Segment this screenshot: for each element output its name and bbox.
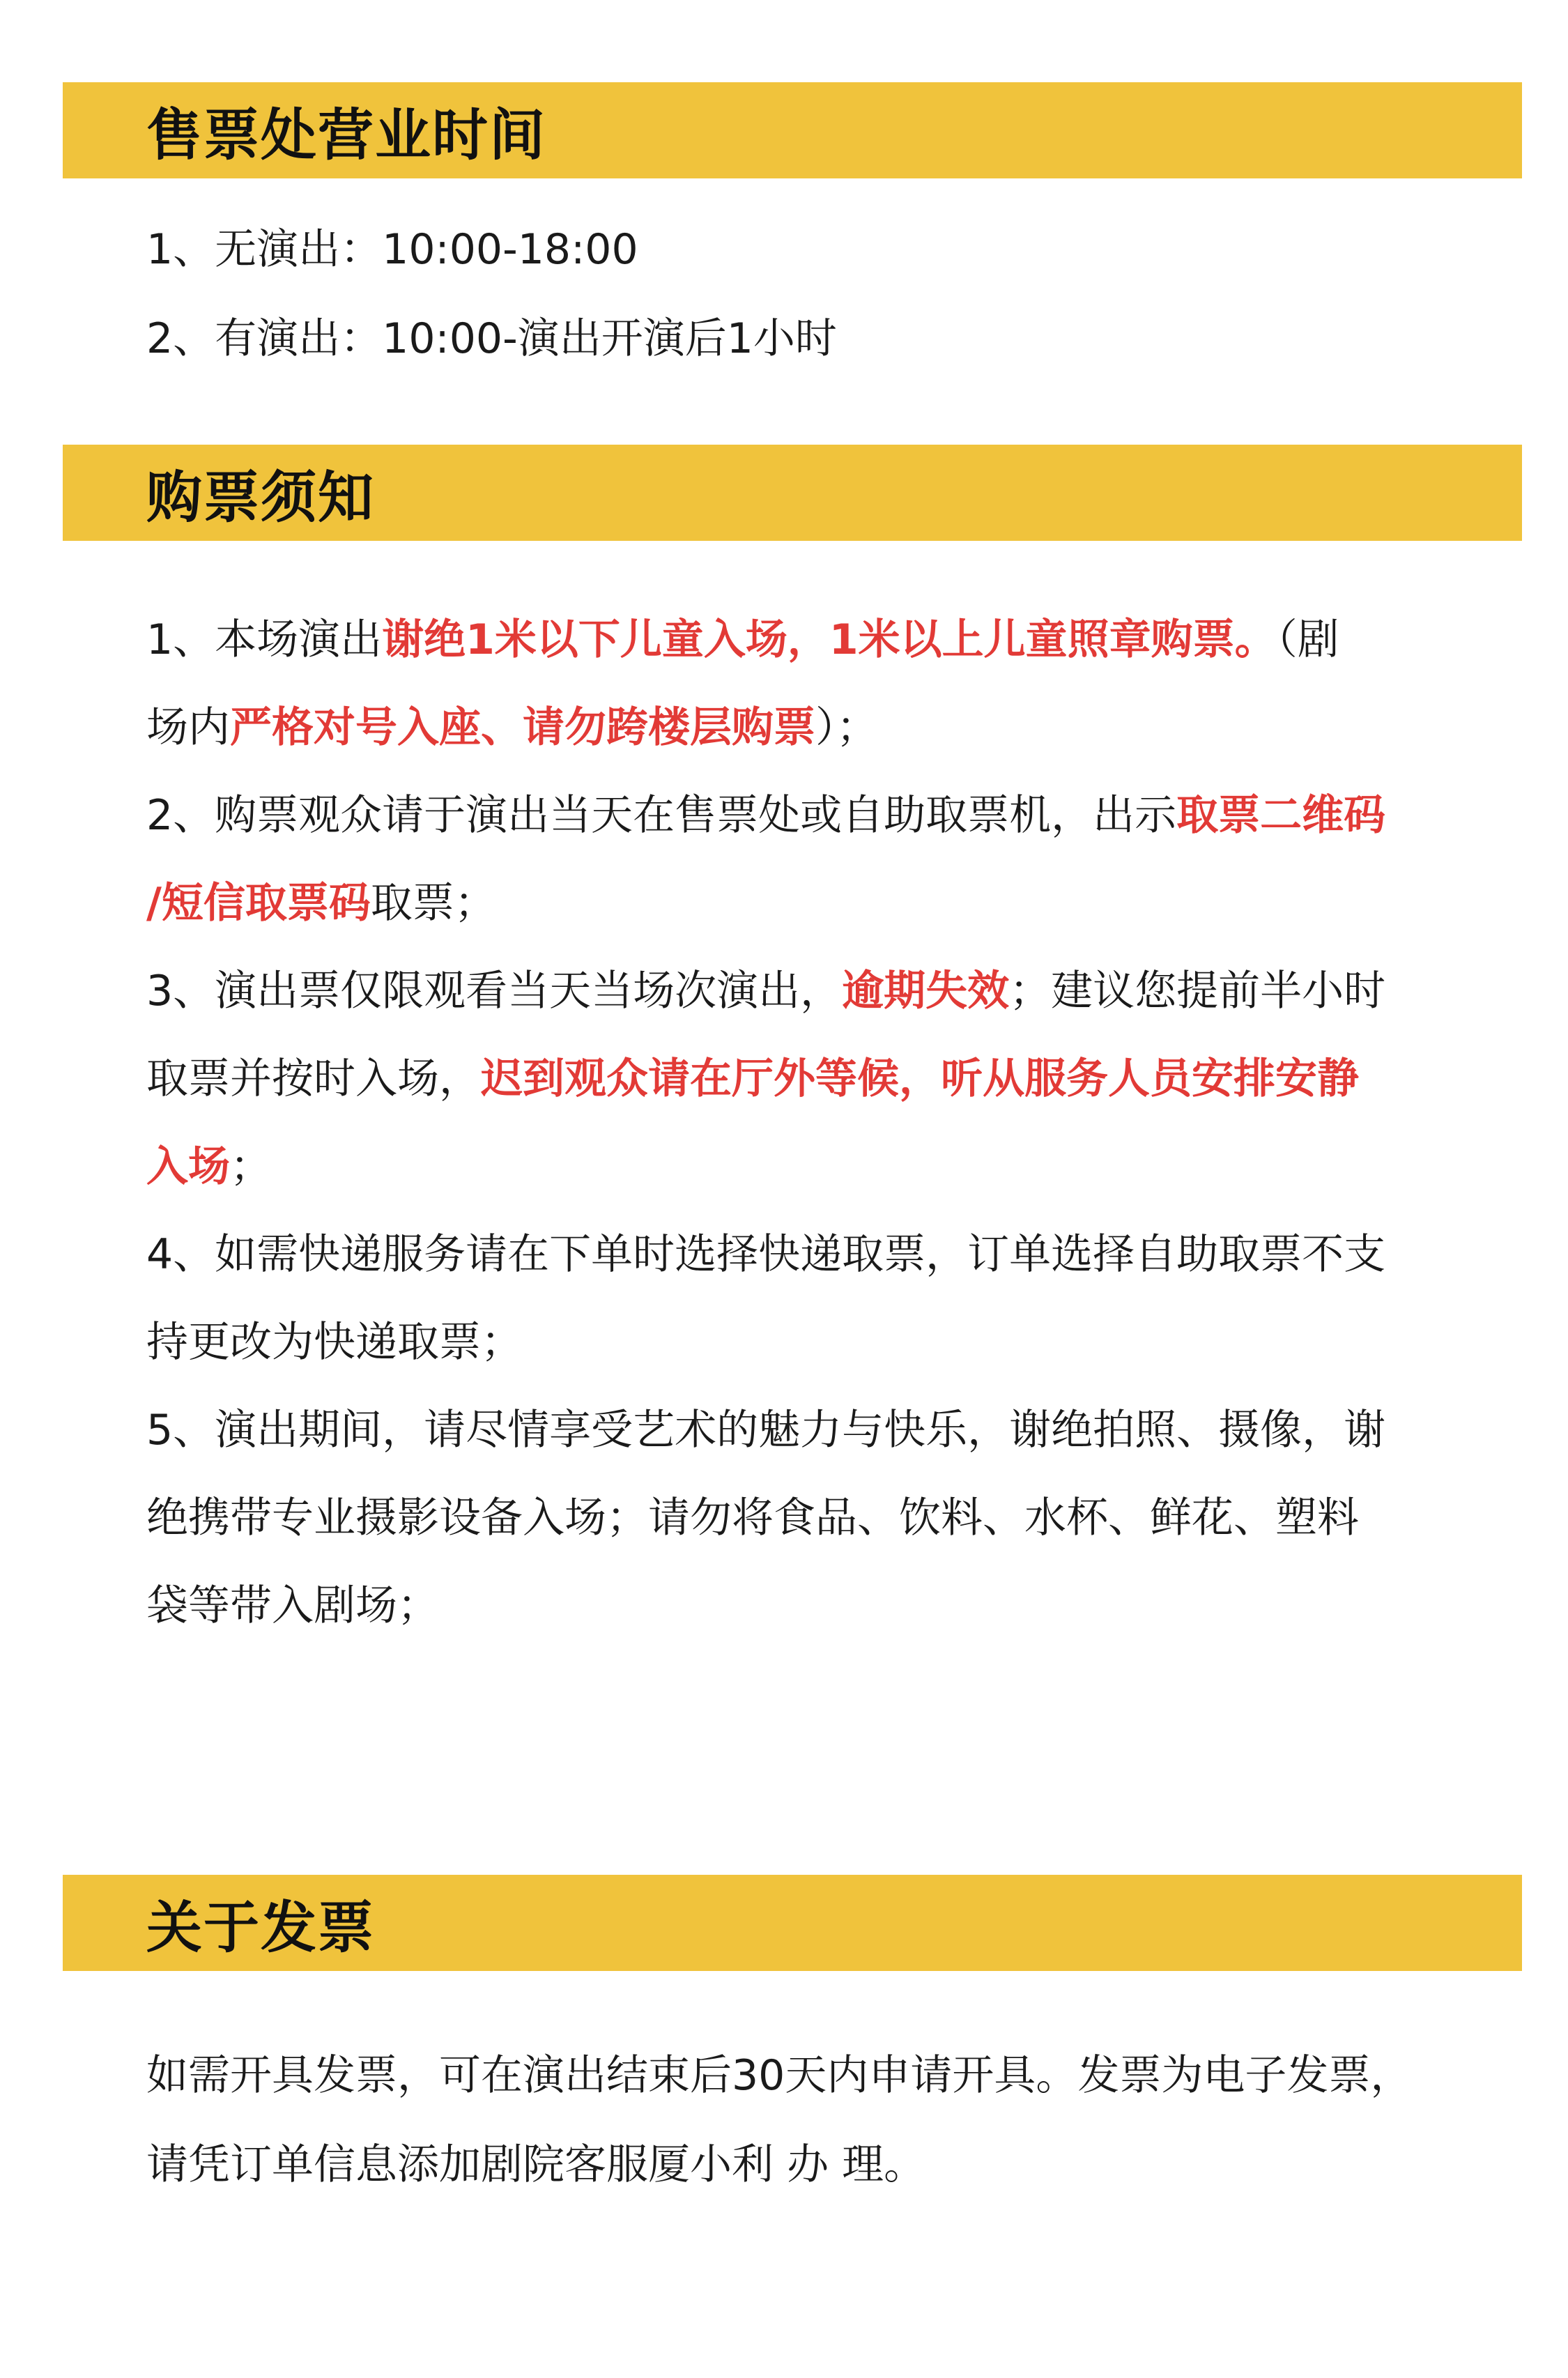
notice-line (146, 612, 1339, 668)
notice-line (146, 875, 496, 931)
notice-text: 袋等带入剧场； (146, 1581, 439, 1630)
section-header-notice (63, 445, 1522, 541)
notice-line (146, 1402, 1385, 1458)
notice-line (146, 1314, 523, 1370)
highlighted-text: /短信取票码 (146, 879, 371, 928)
highlighted-text: 入场 (146, 1142, 230, 1191)
highlighted-text: 严格对号入座、请勿跨楼层购票 (230, 703, 815, 752)
section-header-hours (63, 82, 1522, 178)
notice-line (146, 1578, 439, 1634)
notice-text: 2、购票观众请于演出当天在售票处或自助取票机，出示 (146, 791, 1177, 840)
hours-item: 2、有演出：10:00-演出开演后1小时 (146, 314, 837, 363)
highlighted-text: 谢绝1米以下儿童入场，1米以上儿童照章购票。 (382, 615, 1277, 664)
notice-line (146, 963, 1385, 1019)
highlighted-text: 取票二维码 (1176, 791, 1386, 840)
section-title: 关于发票 (146, 1895, 375, 1961)
notice-line (146, 788, 1385, 843)
notice-text: 5、演出期间，请尽情享受艺术的魅力与快乐，谢绝拍照、摄像，谢 (146, 1406, 1386, 1455)
section-title: 购票须知 (146, 465, 375, 530)
hours-item: 1、无演出：10:00-18:00 (146, 225, 638, 274)
section-title: 售票处营业时间 (146, 102, 546, 168)
notice-text: 场内 (146, 703, 230, 752)
notice-line (146, 1051, 1359, 1107)
notice-text: （剧 (1276, 615, 1339, 664)
notice-text: 持更改为快递取票； (146, 1318, 523, 1367)
notice-text: 取票并按时入场， (146, 1054, 481, 1103)
notice-text: 3、演出票仅限观看当天当场次演出， (146, 967, 843, 1015)
section-header-invoice (63, 1875, 1522, 1971)
notice-line (146, 1139, 272, 1195)
notice-line (146, 1490, 1359, 1546)
notice-text: 4、如需快递服务请在下单时选择快递取票，订单选择自助取票不支 (146, 1230, 1386, 1279)
notice-line (146, 1227, 1385, 1282)
notice-text: ）； (815, 703, 878, 752)
notice-text: 取票； (370, 879, 496, 928)
notice-text: ； (230, 1142, 272, 1191)
highlighted-text: 逾期失效 (842, 967, 1010, 1015)
highlighted-text: 迟到观众请在厅外等候，听从服务人员安排安静 (481, 1054, 1359, 1103)
notice-text: 绝携带专业摄影设备入场；请勿将食品、饮料、水杯、鲜花、塑料 (146, 1494, 1359, 1542)
notice-text: 1、本场演出 (146, 615, 383, 664)
invoice-text-line: 请凭订单信息添加剧院客服厦小利 办 理。 (146, 2140, 926, 2189)
notice-text: ；建议您提前半小时 (1009, 967, 1386, 1015)
invoice-text-line: 如需开具发票，可在演出结束后30天内申请开具。发票为电子发票， (146, 2051, 1413, 2100)
notice-line (146, 700, 878, 755)
